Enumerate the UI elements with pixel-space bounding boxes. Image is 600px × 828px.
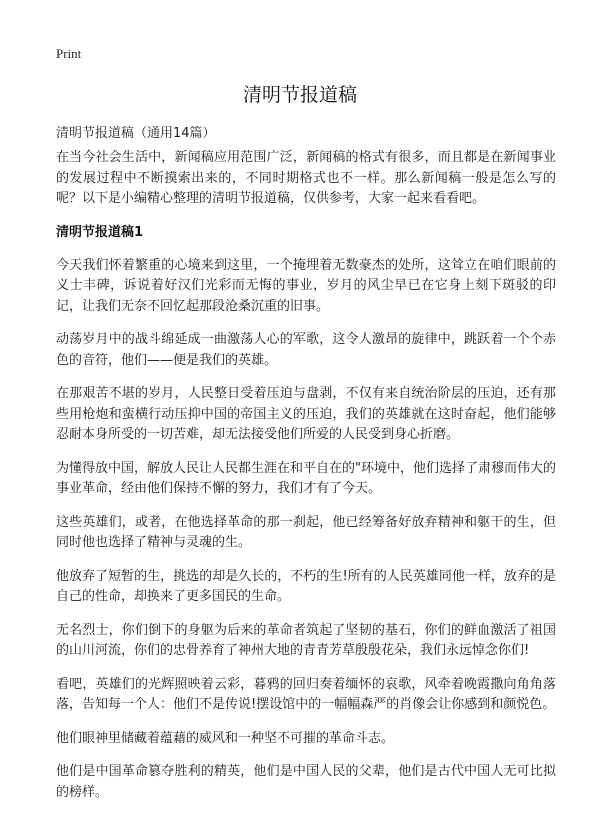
- document-subtitle: 清明节报道稿（通用14篇）: [56, 126, 216, 141]
- intro-paragraph: 在当今社会生活中，新闻稿应用范围广泛，新闻稿的格式有很多，而且都是在新闻事业的发展过程中不断摸索出来的，不同时期格式也不一样。那么新闻稿一般是怎么写的呢？以下是小编精心整理的清明节报道稿，仅供参考，大家一起来看看吧。: [56, 150, 556, 206]
- body-paragraph: 看吧，英雄们的光辉照映着云彩，暮鸦的回归奏着缅怀的哀歌，风牵着晚霞撒向角角落落，告知每一个人：他们不是传说!摆设馆中的一幅幅森严的肖像会让你感到和颜悦色。: [56, 676, 556, 712]
- body-paragraph: 在那艰苦不堪的岁月，人民整日受着压迫与盘剥，不仅有来自统治阶层的压迫，还有那些用枪炮和蛮横行动压抑中国的帝国主义的压迫，我们的英雄就在这时奋起，他们能够忍耐本身所受的一切苦难，却无法接受他们所爱的人民受到身心折磨。: [56, 386, 556, 442]
- section-heading: 清明节报道稿1: [56, 224, 144, 240]
- body-paragraph: 这些英雄们，或者，在他选择革命的那一刹起，他已经筹备好放弃精神和躯干的生，但同时他也选择了精神与灵魂的生。: [56, 514, 556, 550]
- print-link[interactable]: Print: [56, 46, 82, 61]
- body-paragraph: 动荡岁月中的战斗绵延成一曲激荡人心的军歌，这令人激昂的旋律中，跳跃着一个个赤色的音符，他们——便是我们的英雄。: [56, 332, 556, 368]
- document-title: 清明节报道稿: [242, 84, 357, 106]
- body-paragraph: 无名烈士，你们倒下的身躯为后来的革命者筑起了坚韧的基石，你们的鲜血激活了祖国的山川河流，你们的忠骨养育了神州大地的青青芳草殷殷花朵，我们永远悼念你们!: [56, 622, 556, 658]
- body-paragraph: 今天我们怀着繁重的心境来到这里，一个掩埋着无数豪杰的处所，这耸立在咱们眼前的义士丰碑，诉说着好汉们光彩而无悔的事业，岁月的风尘早已在它身上刻下斑驳的印记，让我们无奈不回忆起那段沧桑沉重的旧事。: [56, 257, 556, 314]
- document-body: [56, 148, 556, 816]
- body-paragraph: 他们是中国革命篡夺胜利的精英，他们是中国人民的父辈，他们是古代中国人无可比拟的榜样。: [56, 764, 556, 800]
- body-paragraph: 为懂得放中国，解放人民让人民都生涯在和平自在的"环境中，他们选择了肃穆而伟大的事业革命，经由他们保持不懈的努力，我们才有了今天。: [56, 460, 556, 496]
- body-paragraph: 他们眼神里储藏着蕴藉的威风和一种坚不可摧的革命斗志。: [56, 730, 395, 746]
- body-paragraph: 他放弃了短暂的生，挑选的却是久长的，不朽的生!所有的人民英雄同他一样，放弃的是自己的性命，却换来了更多国民的生命。: [56, 568, 556, 604]
